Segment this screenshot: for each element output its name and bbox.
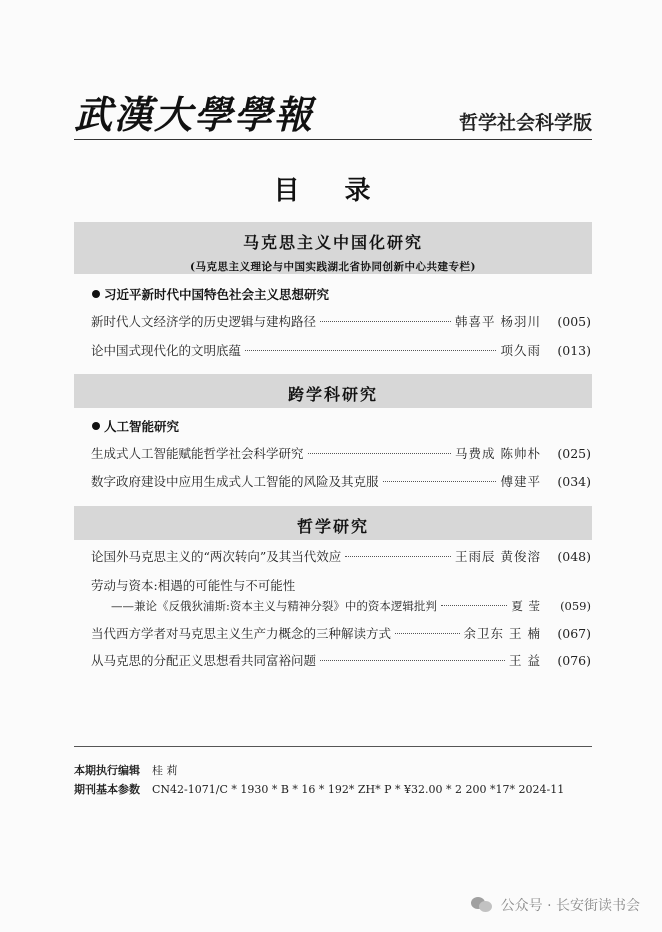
section-title: 跨学科研究 [287, 385, 378, 404]
section-band-1 [74, 222, 592, 274]
edition-label: 哲学社会科学版 [458, 112, 592, 134]
section-subtitle: (马克思主义理论与中国实践湖北省协同创新中心共建专栏) [190, 261, 476, 273]
entry-authors: 王雨辰 黄俊溶 [455, 549, 541, 564]
section-title: 哲学研究 [296, 517, 369, 536]
editor-label: 本期执行编辑 [74, 764, 140, 777]
leader-dots [320, 321, 451, 322]
section-band-2 [74, 374, 592, 408]
editor-name: 桂 莉 [152, 764, 178, 777]
leader-dots [320, 660, 505, 661]
masthead [74, 84, 594, 140]
section-title: 马克思主义中国化研究 [242, 233, 423, 252]
leader-dots [308, 453, 452, 454]
toc-entry-subtitle[interactable] [111, 598, 591, 616]
toc-entry[interactable] [91, 341, 591, 359]
entry-page: (059) [560, 599, 591, 613]
section-band-3 [74, 506, 592, 540]
subhead-label: 人工智能研究 [104, 419, 180, 434]
subhead-2 [92, 417, 179, 435]
bullet-icon [92, 290, 100, 298]
toc-entry[interactable] [91, 547, 591, 565]
entry-page: (005) [557, 314, 591, 329]
entry-page: (025) [557, 446, 591, 461]
leader-dots [441, 605, 507, 606]
watermark-text: 公众号 · 长安街读书会 [500, 898, 640, 914]
journal-name: 武漢大學學報 [74, 92, 315, 137]
entry-authors: 王 益 [509, 653, 541, 668]
entry-title: 当代西方学者对马克思主义生产力概念的三种解读方式 [91, 626, 392, 641]
leader-dots [245, 350, 496, 351]
entry-page: (067) [557, 626, 591, 641]
watermark [471, 895, 640, 915]
entry-authors: 夏 莹 [511, 599, 541, 613]
footer-rule [74, 746, 592, 747]
entry-authors: 项久雨 [500, 343, 541, 358]
entry-title: 论国外马克思主义的“两次转向”及其当代效应 [91, 549, 342, 564]
wechat-icon [471, 897, 493, 913]
entry-page: (048) [557, 549, 591, 564]
entry-authors: 余卫东 王 楠 [463, 626, 541, 641]
entry-title: 论中国式现代化的文明底蕴 [91, 343, 242, 358]
masthead-rule [74, 139, 592, 140]
editor-row [74, 762, 178, 778]
entry-page: (034) [557, 474, 591, 489]
params-value: CN42-1071/C * 1930 * B * 16 * 192* ZH* P * ¥32.00 * 2 200 *17* 2024-11 [152, 783, 565, 796]
entry-title: 数字政府建设中应用生成式人工智能的风险及其克服 [91, 474, 379, 489]
entry-authors: 韩喜平 杨羽川 [455, 314, 541, 329]
entry-title-line[interactable]: 劳动与资本:相遇的可能性与不可能性 [91, 578, 296, 593]
entry-title: 从马克思的分配正义思想看共同富裕问题 [91, 653, 317, 668]
entry-authors: 傅建平 [500, 474, 541, 489]
entry-title: 新时代人文经济学的历史逻辑与建构路径 [91, 314, 317, 329]
entry-title: ——兼论《反俄狄浦斯:资本主义与精神分裂》中的资本逻辑批判 [111, 599, 437, 613]
toc-entry[interactable] [91, 444, 591, 462]
toc-entry[interactable] [91, 312, 591, 330]
entry-title: 生成式人工智能赋能哲学社会科学研究 [91, 446, 304, 461]
subhead-1 [92, 285, 329, 303]
bullet-icon [92, 422, 100, 430]
toc-entry[interactable] [91, 624, 591, 642]
params-row [74, 781, 564, 797]
params-label: 期刊基本参数 [74, 783, 140, 796]
toc-title: 目 录 [273, 176, 389, 206]
entry-authors: 马费成 陈帅朴 [455, 446, 541, 461]
leader-dots [395, 633, 460, 634]
entry-page: (076) [557, 653, 591, 668]
toc-entry[interactable] [91, 651, 591, 669]
leader-dots [345, 556, 451, 557]
subhead-label: 习近平新时代中国特色社会主义思想研究 [104, 287, 330, 302]
entry-page: (013) [557, 343, 591, 358]
leader-dots [383, 481, 497, 482]
toc-entry[interactable] [91, 472, 591, 490]
